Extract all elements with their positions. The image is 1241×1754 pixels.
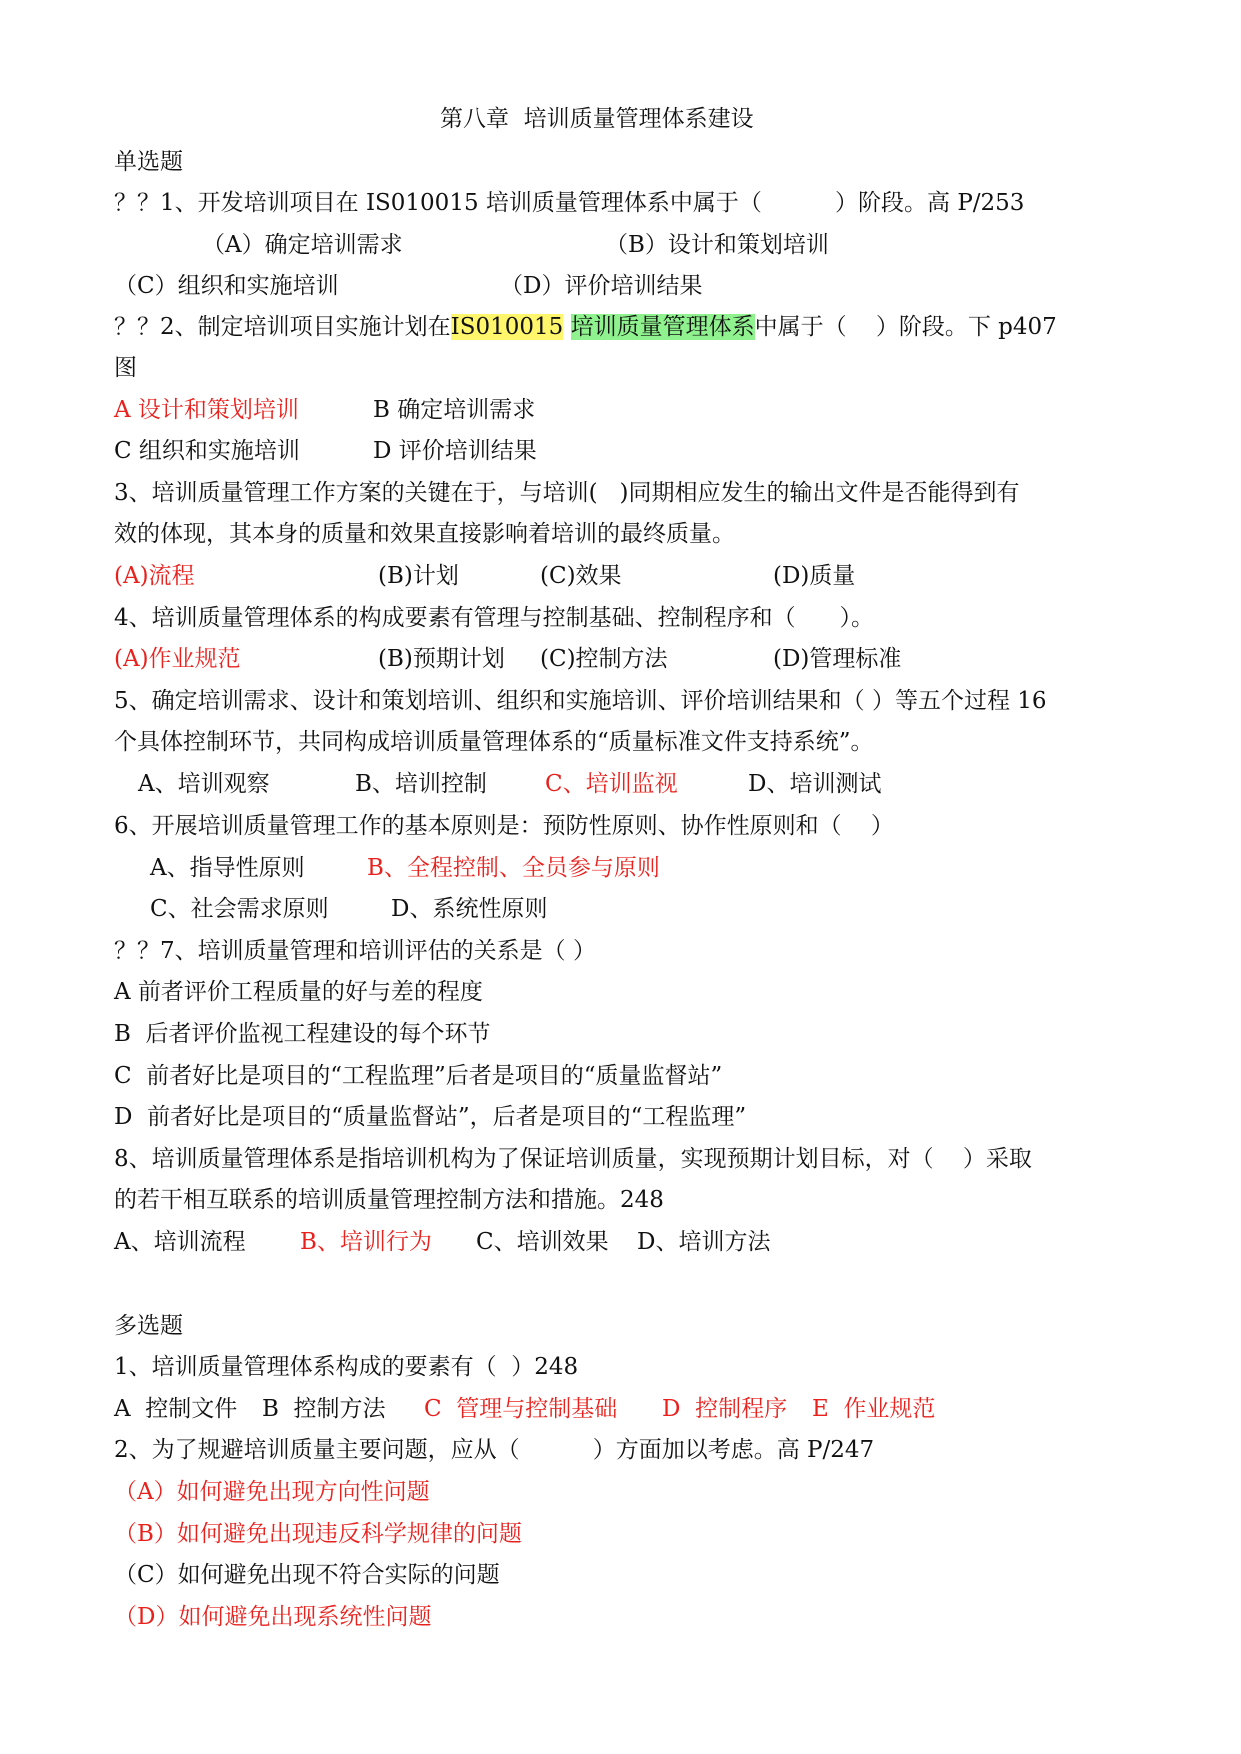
question-stem — [114, 311, 1057, 343]
option: C、社会需求原则 — [150, 896, 329, 922]
stem-text: ？？2、制定培训项目实施计划在 — [114, 314, 451, 340]
question-stem-continued: 图 — [114, 355, 137, 381]
question-stem: 3、培训质量管理工作方案的关键在于，与培训( )同期相应发生的输出文件是否能得到有 — [114, 480, 1020, 506]
option: (B)计划 — [378, 563, 459, 589]
option: B、培训控制 — [355, 771, 487, 797]
option: D、系统性原则 — [391, 896, 548, 922]
highlight-gap — [563, 314, 570, 340]
option: C、培训效果 — [476, 1229, 609, 1255]
option-correct: (A)作业规范 — [114, 646, 241, 672]
option-correct: C、培训监视 — [545, 771, 678, 797]
option: （C）组织和实施培训 — [114, 273, 339, 299]
question-stem: ？？7、培训质量管理和培训评估的关系是（ ） — [114, 938, 596, 964]
option: D、培训方法 — [637, 1229, 771, 1255]
option: A、指导性原则 — [150, 855, 305, 881]
multi-choice-heading: 多选题 — [114, 1313, 183, 1339]
question-stem: 6、开展培训质量管理工作的基本原则是：预防性原则、协作性原则和（ ） — [114, 813, 894, 839]
question-stem-continued: 的若干相互联系的培训质量管理控制方法和措施。248 — [114, 1187, 664, 1213]
option: A 前者评价工程质量的好与差的程度 — [114, 979, 483, 1005]
option: B 确定培训需求 — [373, 397, 536, 423]
question-stem: 5、确定培训需求、设计和策划培训、组织和实施培训、评价培训结果和（ ）等五个过程 16 — [114, 688, 1047, 714]
stem-text: 中属于（ ）阶段。下 p407 — [754, 314, 1057, 340]
option: D 前者好比是项目的“质量监督站”，后者是项目的“工程监理” — [114, 1104, 747, 1130]
option: D 评价培训结果 — [373, 438, 537, 464]
option: （C）如何避免出现不符合实际的问题 — [114, 1562, 500, 1588]
option: (C)效果 — [540, 563, 622, 589]
option: D、培训测试 — [748, 771, 882, 797]
option-correct: C 管理与控制基础 — [424, 1396, 618, 1422]
option: (B)预期计划 — [378, 646, 505, 672]
option: A 控制文件 — [114, 1396, 238, 1422]
question-stem-continued: 个具体控制环节，共同构成培训质量管理体系的“质量标准文件支持系统”。 — [114, 729, 874, 755]
option-correct: B、全程控制、全员参与原则 — [367, 855, 660, 881]
option: B 后者评价监视工程建设的每个环节 — [114, 1021, 491, 1047]
option-correct: (A)流程 — [114, 563, 195, 589]
option-correct: （B）如何避免出现违反科学规律的问题 — [114, 1521, 522, 1547]
option: A、培训流程 — [114, 1229, 246, 1255]
option: (D)管理标准 — [773, 646, 902, 672]
option-correct: E 作业规范 — [812, 1396, 936, 1422]
highlighted-text: 培训质量管理体系 — [570, 314, 755, 340]
option: (C)控制方法 — [540, 646, 668, 672]
question-stem-continued: 效的体现，其本身的质量和效果直接影响着培训的最终质量。 — [114, 521, 735, 547]
option-correct: B、培训行为 — [300, 1229, 432, 1255]
option-correct: D 控制程序 — [662, 1396, 788, 1422]
question-stem: 1、培训质量管理体系构成的要素有（ ）248 — [114, 1354, 579, 1380]
option: B 控制方法 — [262, 1396, 386, 1422]
option: （D）评价培训结果 — [500, 273, 703, 299]
question-stem: 2、为了规避培训质量主要问题，应从（ ）方面加以考虑。高 P/247 — [114, 1437, 875, 1463]
single-choice-heading: 单选题 — [114, 149, 183, 175]
option-correct: （A）如何避免出现方向性问题 — [114, 1479, 430, 1505]
option-correct: A 设计和策划培训 — [114, 397, 299, 423]
question-stem: 4、培训质量管理体系的构成要素有管理与控制基础、控制程序和（ ）。 — [114, 605, 874, 631]
page-title: 第八章 培训质量管理体系建设 — [440, 106, 754, 132]
option: C 组织和实施培训 — [114, 438, 300, 464]
highlighted-text: IS010015 — [450, 314, 564, 340]
question-stem: ？？1、开发培训项目在 IS010015 培训质量管理体系中属于（ ）阶段。高 P/253 — [114, 190, 1025, 216]
option: (D)质量 — [773, 563, 856, 589]
option: （A）确定培训需求 — [202, 232, 403, 258]
option: A、培训观察 — [138, 771, 270, 797]
option-correct: （D）如何避免出现系统性问题 — [114, 1604, 432, 1630]
option: C 前者好比是项目的“工程监理”后者是项目的“质量监督站” — [114, 1063, 723, 1089]
option: （B）设计和策划培训 — [605, 232, 829, 258]
question-stem: 8、培训质量管理体系是指培训机构为了保证培训质量，实现预期计划目标，对（ ）采取 — [114, 1146, 1032, 1172]
